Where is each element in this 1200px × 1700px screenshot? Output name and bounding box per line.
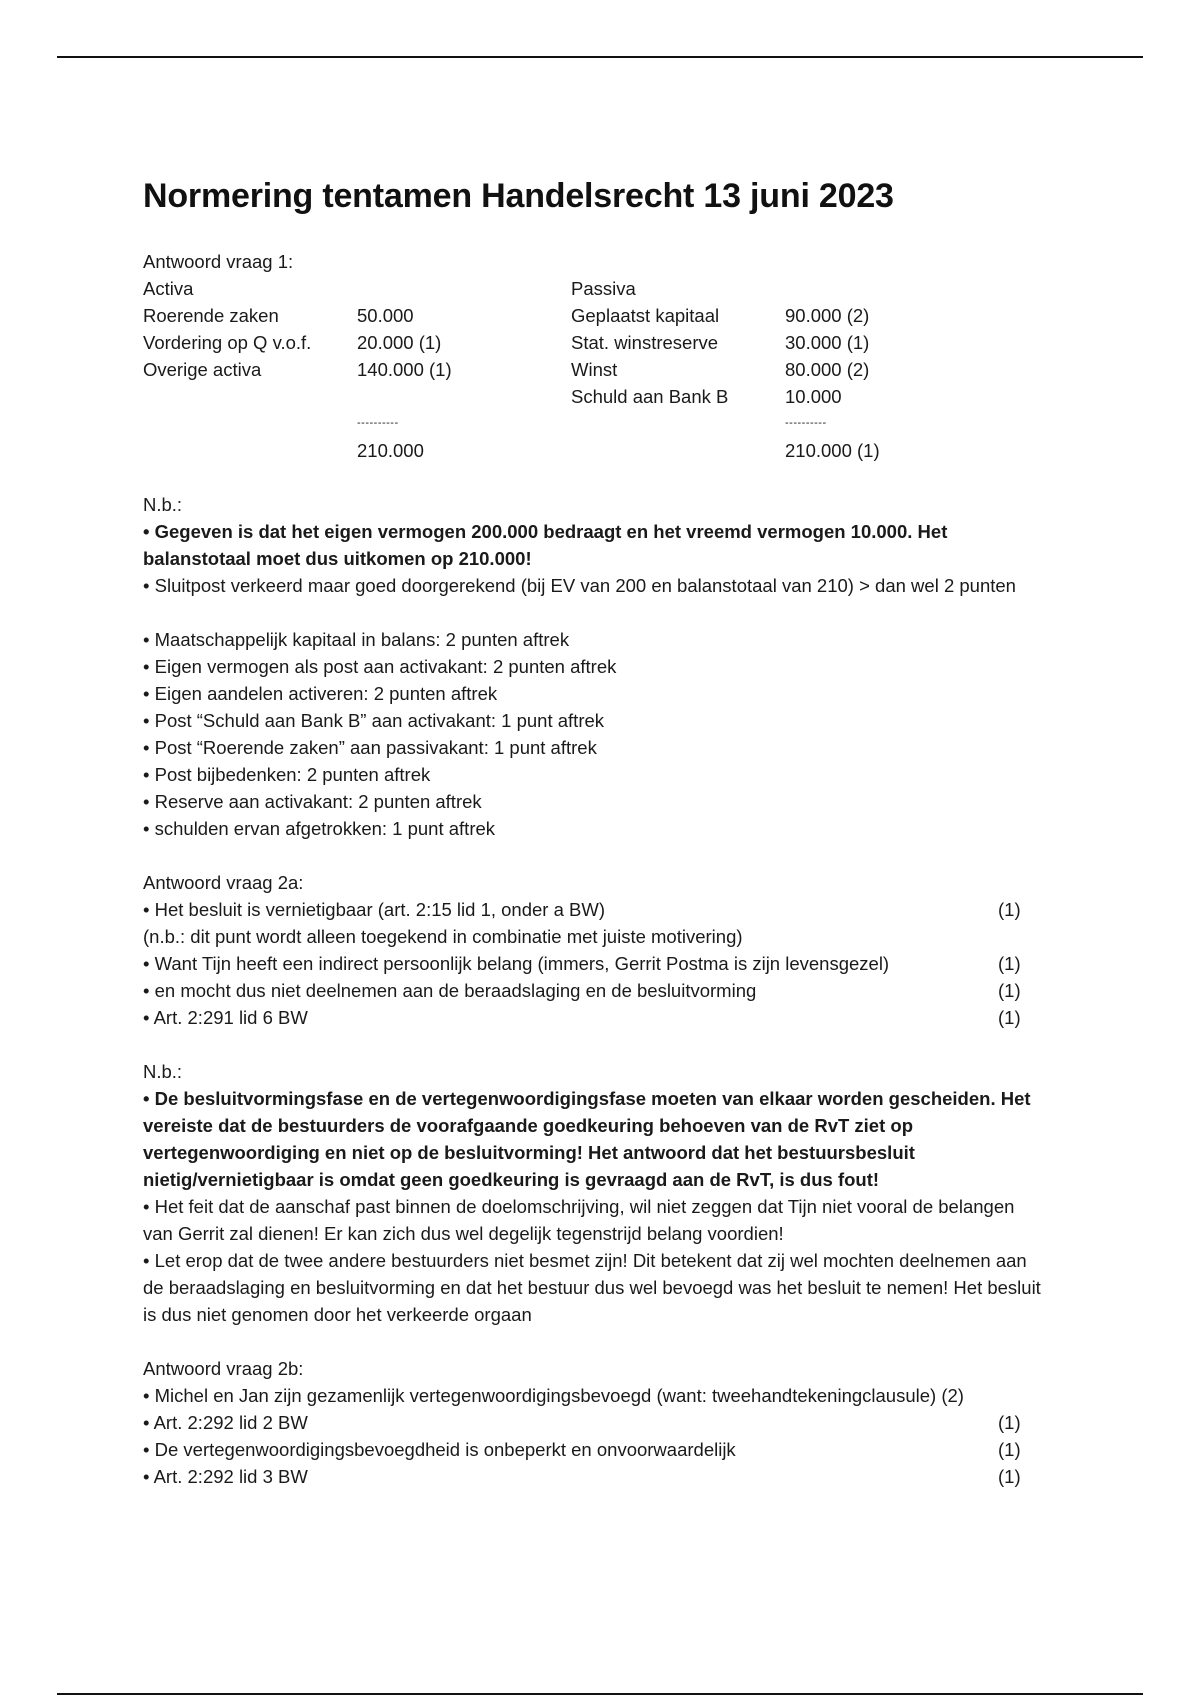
separator-right: ---------- — [785, 417, 827, 429]
activa-label: Activa — [143, 278, 194, 299]
passiva-item: Winst — [571, 359, 618, 380]
deduction-item: • Eigen vermogen als post aan activakant: 2 punten aftrek — [143, 656, 617, 677]
passiva-value: 30.000 (1) — [785, 332, 870, 353]
q2b-heading: Antwoord vraag 2b: — [143, 1358, 304, 1379]
q2a-item-points: (1) — [998, 953, 1021, 974]
q2a-item-text: • Art. 2:291 lid 6 BW — [143, 1007, 308, 1028]
balance-row — [143, 356, 1043, 383]
q2b-item-text: • De vertegenwoordigingsbevoegdheid is onbeperkt en onvoorwaardelijk — [143, 1439, 736, 1460]
passiva-item: Stat. winstreserve — [571, 332, 719, 353]
balance-total-row — [143, 437, 1043, 464]
deduction-item: • Post “Schuld aan Bank B” aan activakant: 1 punt aftrek — [143, 710, 605, 731]
q2a-item-text: • en mocht dus niet deelnemen aan de beraadslaging en de besluitvorming — [143, 980, 757, 1001]
passiva-value: 80.000 (2) — [785, 359, 870, 380]
q2b-item: • Michel en Jan zijn gezamenlijk vertegenwoordigingsbevoegd (want: tweehandtekeningclausule) (2) — [143, 1385, 964, 1406]
q2a-item-points: (1) — [998, 1007, 1021, 1028]
deduction-item: • Maatschappelijk kapitaal in balans: 2 punten aftrek — [143, 629, 570, 650]
passiva-item: Schuld aan Bank B — [571, 386, 729, 407]
activa-item: Vordering op Q v.o.f. — [143, 332, 312, 353]
deduction-item: • schulden ervan afgetrokken: 1 punt aftrek — [143, 818, 496, 839]
deduction-item: • Post bijbedenken: 2 punten aftrek — [143, 764, 431, 785]
q2b-item-points: (1) — [998, 1466, 1021, 1487]
q2b-item — [143, 1436, 1043, 1463]
q2b-item-text: • Art. 2:292 lid 2 BW — [143, 1412, 308, 1433]
q2b-item-points: (1) — [998, 1439, 1021, 1460]
activa-item: Roerende zaken — [143, 305, 279, 326]
total-activa: 210.000 — [357, 440, 424, 461]
q2a-item — [143, 950, 1043, 977]
passiva-value: 90.000 (2) — [785, 305, 870, 326]
total-passiva: 210.000 (1) — [785, 440, 880, 461]
document-body — [143, 172, 1043, 1490]
q2b-item-text: • Art. 2:292 lid 3 BW — [143, 1466, 308, 1487]
q2a-heading: Antwoord vraag 2a: — [143, 872, 304, 893]
q2a-item-points: (1) — [998, 980, 1021, 1001]
passiva-value: 10.000 — [785, 386, 842, 407]
activa-value: 50.000 — [357, 305, 414, 326]
q2b-item-points: (1) — [998, 1412, 1021, 1433]
nb1-label: N.b.: — [143, 494, 183, 515]
separator-left: ---------- — [357, 417, 399, 429]
q2b-item — [143, 1409, 1043, 1436]
q2a-note: (n.b.: dit punt wordt alleen toegekend in combinatie met juiste motivering) — [143, 926, 743, 947]
activa-value: 140.000 (1) — [357, 359, 452, 380]
activa-item: Overige activa — [143, 359, 262, 380]
passiva-item: Geplaatst kapitaal — [571, 305, 720, 326]
q2a-item-text: • Het besluit is vernietigbaar (art. 2:15 lid 1, onder a BW) — [143, 899, 605, 920]
q2a-item — [143, 977, 1043, 1004]
page-title: Normering tentamen Handelsrecht 13 juni 2023 — [143, 177, 894, 215]
nb2-bullet: • Let erop dat de twee andere bestuurders niet besmet zijn! Dit betekent dat zij wel mochten deelnemen aan de beraadslaging en besluitvorming en dat het bestuur dus wel bevoegd was het besluit te nemen! Het besluit is dus niet genomen door het verkeerde orgaan — [143, 1250, 1041, 1325]
q2a-item — [143, 896, 1043, 923]
balance-row — [143, 329, 1043, 356]
deduction-item: • Eigen aandelen activeren: 2 punten aftrek — [143, 683, 498, 704]
balance-row — [143, 302, 1043, 329]
passiva-label: Passiva — [571, 278, 636, 299]
balance-header-row — [143, 275, 1043, 302]
nb1-bold-bullet: • Gegeven is dat het eigen vermogen 200.000 bedraagt en het vreemd vermogen 10.000. Het balanstotaal moet dus uitkomen op 210.000! — [143, 521, 948, 569]
q2b-item — [143, 1463, 1043, 1490]
activa-value: 20.000 (1) — [357, 332, 442, 353]
balance-separator-row — [143, 410, 1043, 437]
q2a-item — [143, 1004, 1043, 1031]
q1-heading: Antwoord vraag 1: — [143, 251, 294, 272]
deduction-item: • Reserve aan activakant: 2 punten aftrek — [143, 791, 482, 812]
nb2-bullet: • Het feit dat de aanschaf past binnen de doelomschrijving, wil niet zeggen dat Tijn niet vooral de belangen van Gerrit zal dienen! Er kan zich dus wel degelijk tegenstrijd belang voordien! — [143, 1196, 1015, 1244]
bottom-rule — [57, 1693, 1143, 1695]
nb2-label: N.b.: — [143, 1061, 183, 1082]
q2a-item-text: • Want Tijn heeft een indirect persoonlijk belang (immers, Gerrit Postma is zijn levensgezel) — [143, 953, 890, 974]
balance-row — [143, 383, 1043, 410]
top-rule — [57, 56, 1143, 58]
deduction-item: • Post “Roerende zaken” aan passivakant: 1 punt aftrek — [143, 737, 597, 758]
nb1-bullet: • Sluitpost verkeerd maar goed doorgerekend (bij EV van 200 en balanstotaal van 210) > dan wel 2 punten — [143, 575, 1016, 596]
nb2-bold-bullet: • De besluitvormingsfase en de vertegenwoordigingsfase moeten van elkaar worden gescheiden. Het vereiste dat de bestuurders de voorafgaande goedkeuring behoeven van de RvT ziet op vertegenwoordiging en niet op de besluitvorming! Het antwoord dat het bestuursbesluit nietig/vernietigbaar is omdat geen goedkeuring is gevraagd aan de RvT, is dus fout! — [143, 1088, 1031, 1190]
q2a-item-points: (1) — [998, 899, 1021, 920]
